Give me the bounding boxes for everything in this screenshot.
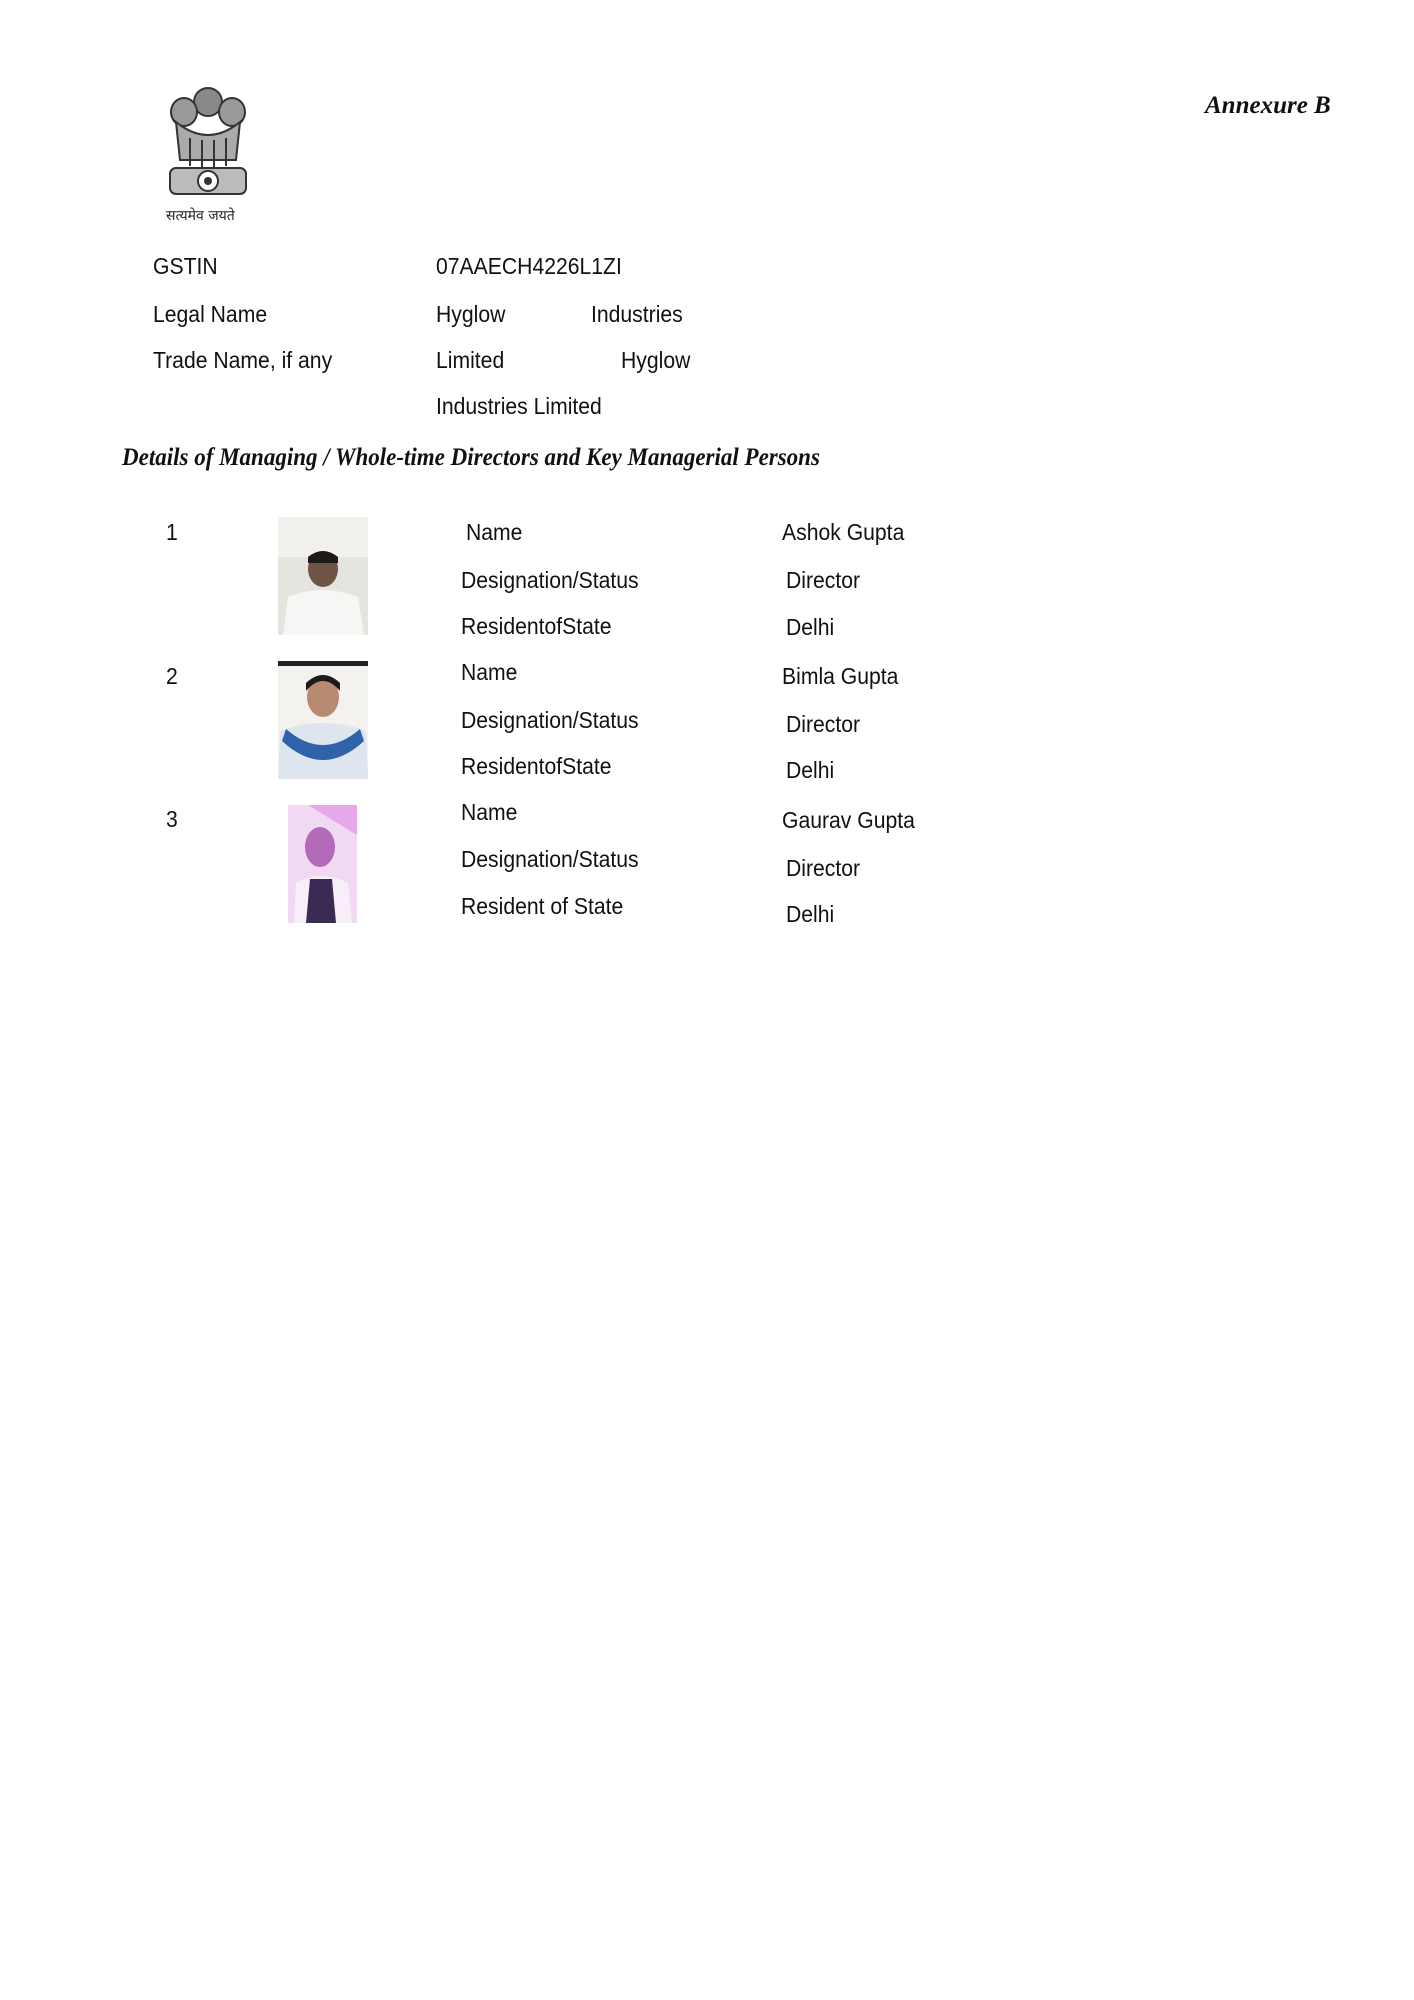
name-value: Bimla Gupta [782, 663, 899, 689]
legal-name-value-part3: Limited [436, 347, 505, 373]
annexure-label: Annexure B [1205, 92, 1331, 119]
designation-label: Designation/Status [461, 567, 639, 593]
legal-name-value-part1: Hyglow [436, 301, 506, 327]
person-index: 2 [166, 663, 178, 689]
legal-name-label: Legal Name [153, 301, 268, 327]
resident-label: ResidentofState [461, 753, 612, 779]
name-label: Name [466, 519, 523, 545]
section-heading: Details of Managing / Whole-time Directors and Key Managerial Persons [122, 444, 820, 471]
designation-value: Director [786, 711, 861, 737]
resident-value: Delhi [786, 757, 835, 783]
resident-label: Resident of State [461, 893, 624, 919]
person-photo [278, 661, 368, 779]
name-value: Gaurav Gupta [782, 807, 915, 833]
emblem-motto: सत्यमेव जयते [166, 208, 235, 224]
name-label: Name [461, 799, 518, 825]
trade-name-value-part2: Industries Limited [436, 393, 602, 419]
designation-value: Director [786, 567, 861, 593]
resident-label: ResidentofState [461, 613, 612, 639]
trade-name-value-part1: Hyglow [621, 347, 691, 373]
gstin-label: GSTIN [153, 253, 218, 279]
resident-value: Delhi [786, 901, 835, 927]
name-value: Ashok Gupta [782, 519, 905, 545]
resident-value: Delhi [786, 614, 835, 640]
person-index: 1 [166, 519, 178, 545]
designation-label: Designation/Status [461, 846, 639, 872]
trade-name-label: Trade Name, if any [153, 347, 333, 373]
designation-value: Director [786, 855, 861, 881]
person-photo [278, 517, 368, 635]
legal-name-value-part2: Industries [591, 301, 683, 327]
name-label: Name [461, 659, 518, 685]
person-photo [288, 805, 357, 923]
designation-label: Designation/Status [461, 707, 639, 733]
gstin-value: 07AAECH4226L1ZI [436, 253, 622, 279]
person-index: 3 [166, 806, 178, 832]
